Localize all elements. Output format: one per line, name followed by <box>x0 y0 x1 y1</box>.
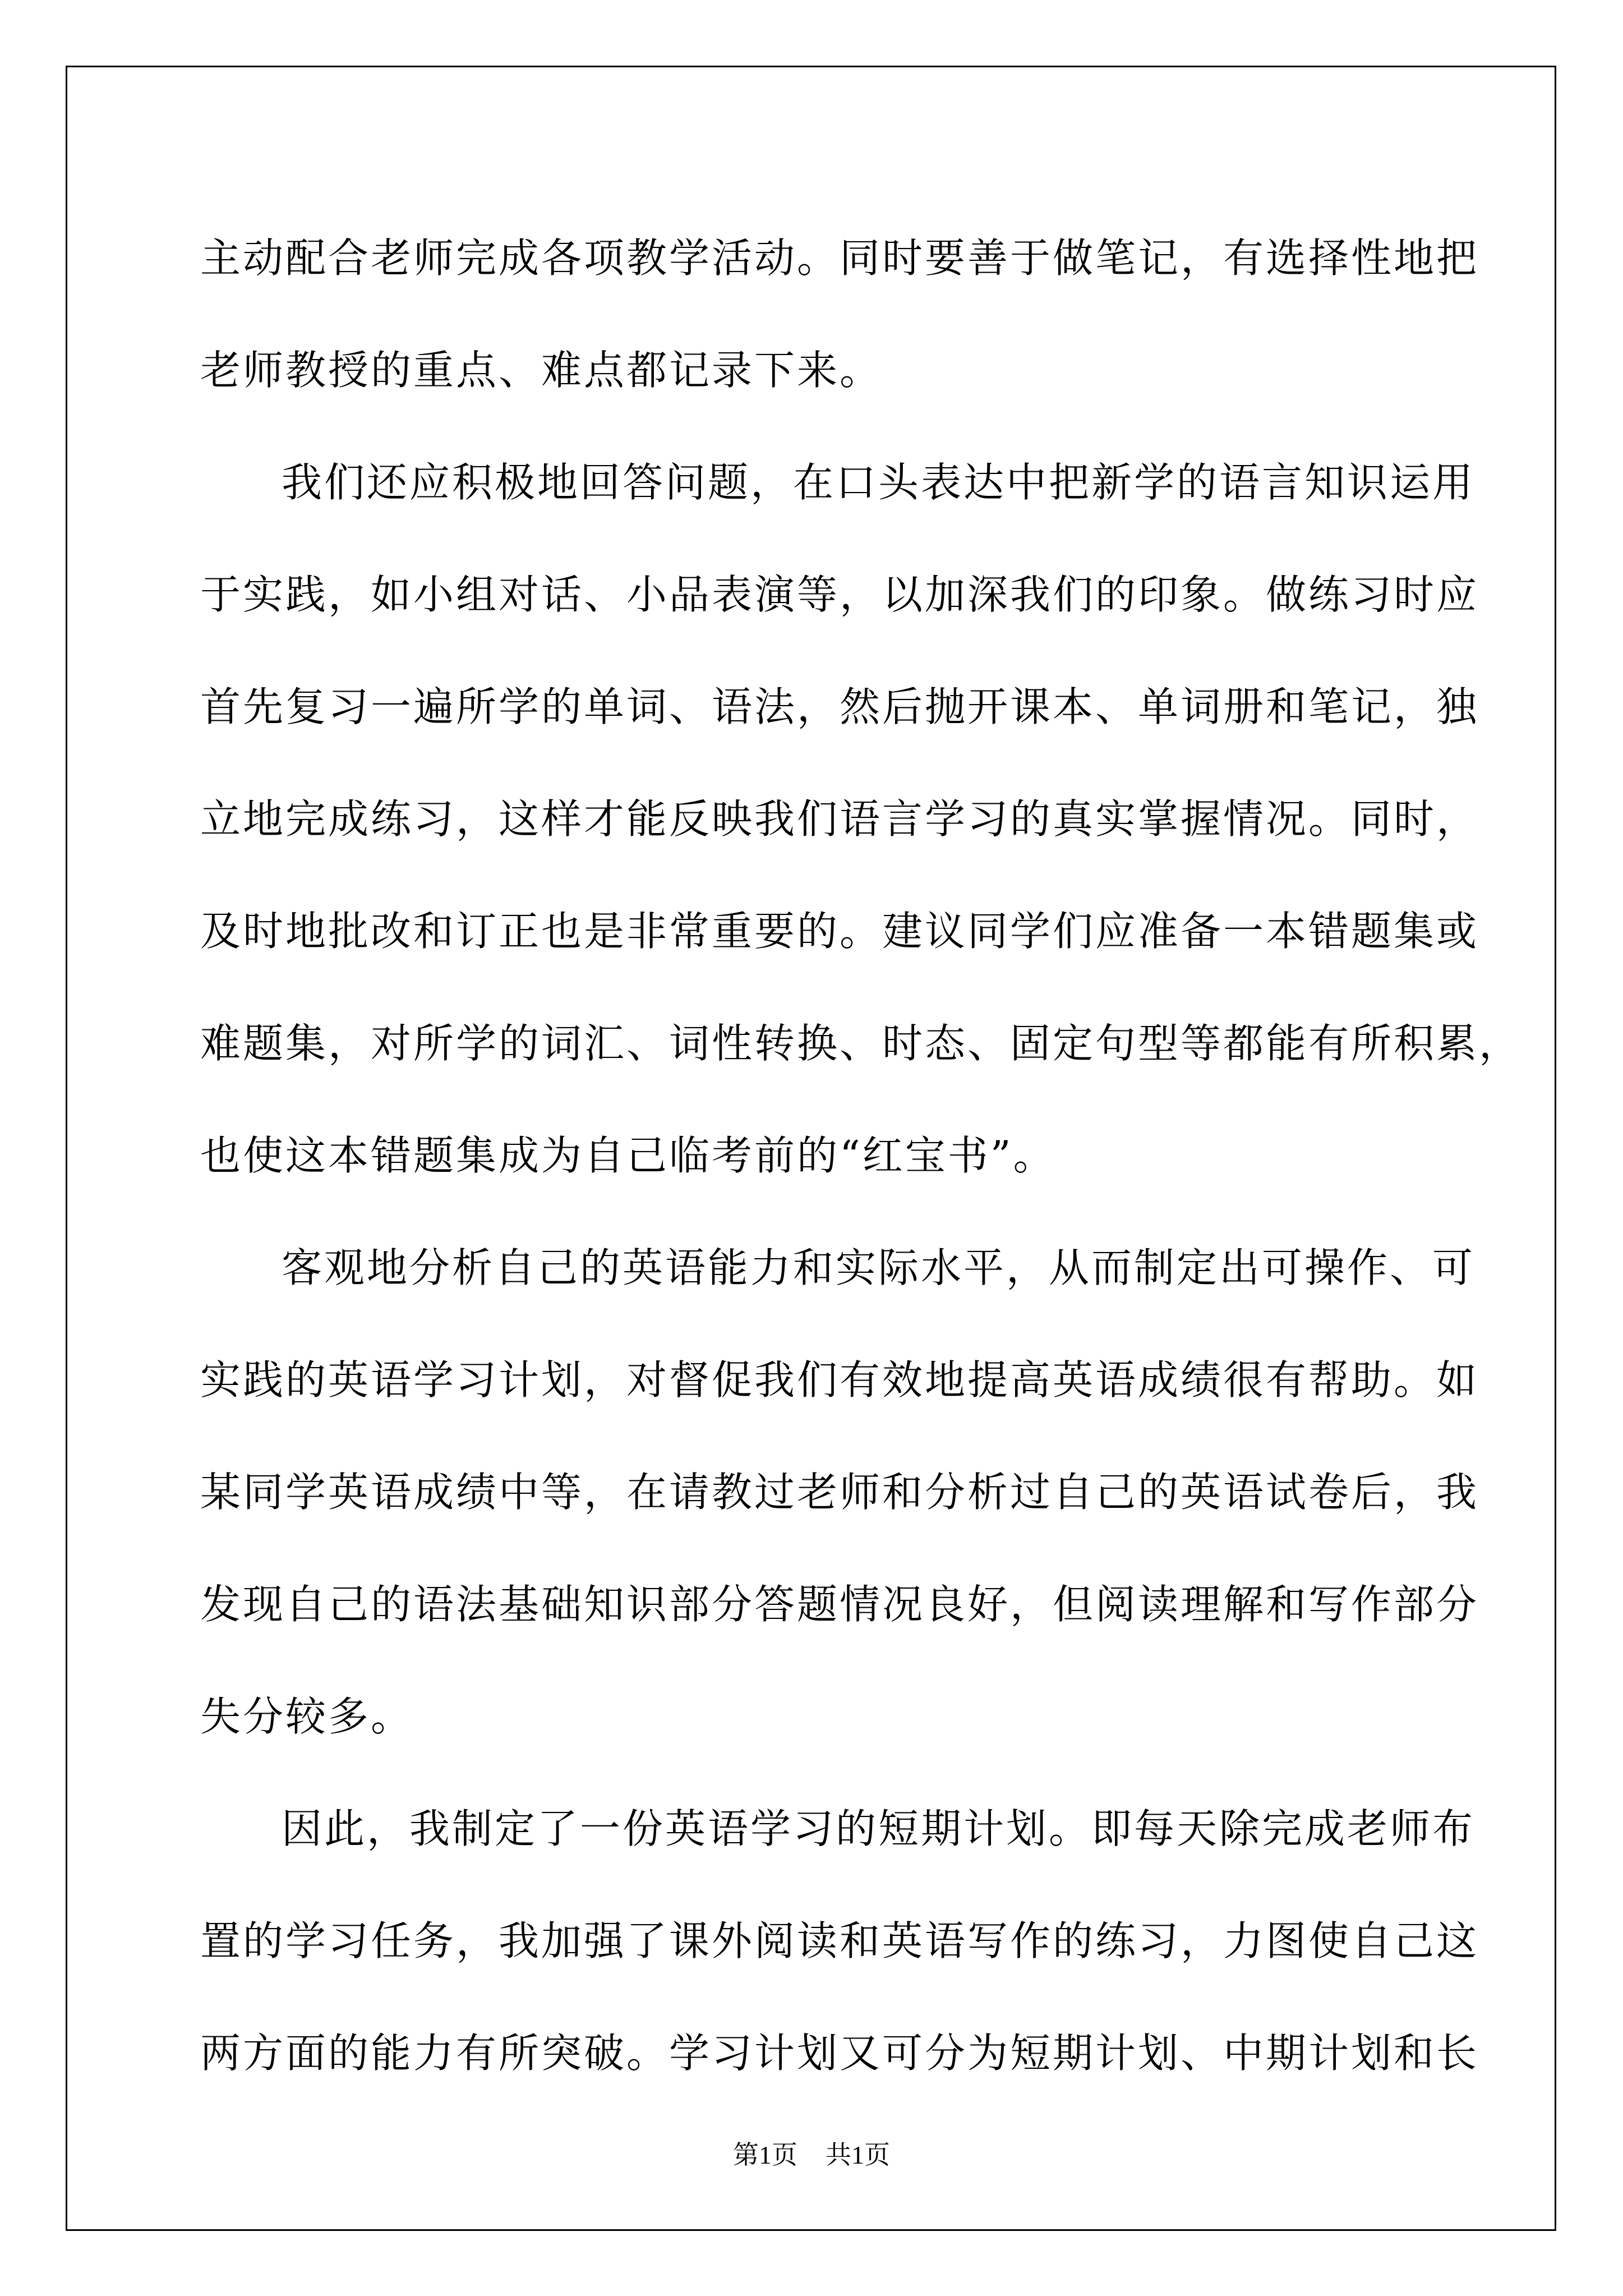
page-number-total: 共1页 <box>826 2141 890 2169</box>
text-line: 也使这本错题集成为自己临考前的“红宝书”。 <box>200 1132 1056 1179</box>
text-line: 置的学习任务，我加强了课外阅读和英语写作的练习，力图使自己这 <box>200 1917 1479 1964</box>
paragraph-first-line: 我们还应积极地回答问题，在口头表达中把新学的语言知识运用 <box>282 459 1476 506</box>
paragraph-first-line: 因此，我制定了一份英语学习的短期计划。即每天除完成老师布 <box>282 1805 1476 1852</box>
text-line: 首先复习一遍所学的单词、语法，然后抛开课本、单词册和笔记，独 <box>200 683 1479 730</box>
text-line: 实践的英语学习计划，对督促我们有效地提高英语成绩很有帮助。如 <box>200 1356 1479 1404</box>
document-body <box>200 202 1522 2109</box>
text-line: 两方面的能力有所突破。学习计划又可分为短期计划、中期计划和长 <box>200 2030 1479 2077</box>
page-number-current: 第1页 <box>733 2141 797 2169</box>
text-line: 难题集，对所学的词汇、词性转换、时态、固定句型等都能有所积累， <box>200 1020 1522 1067</box>
text-line: 于实践，如小组对话、小品表演等，以加深我们的印象。做练习时应 <box>200 571 1479 618</box>
text-line: 及时地批改和订正也是非常重要的。建议同学们应准备一本错题集或 <box>200 908 1479 955</box>
text-line: 发现自己的语法基础知识部分答题情况良好，但阅读理解和写作部分 <box>200 1581 1479 1628</box>
text-line: 主动配合老师完成各项教学活动。同时要善于做笔记，有选择性地把 <box>200 234 1479 282</box>
text-line: 立地完成练习，这样才能反映我们语言学习的真实掌握情况。同时， <box>200 795 1479 843</box>
text-line: 失分较多。 <box>200 1693 414 1740</box>
paragraph-first-line: 客观地分析自己的英语能力和实际水平，从而制定出可操作、可 <box>282 1244 1476 1291</box>
text-line: 某同学英语成绩中等，在请教过老师和分析过自己的英语试卷后，我 <box>200 1469 1479 1516</box>
text-line: 老师教授的重点、难点都记录下来。 <box>200 347 883 394</box>
page-footer <box>0 2134 1623 2171</box>
